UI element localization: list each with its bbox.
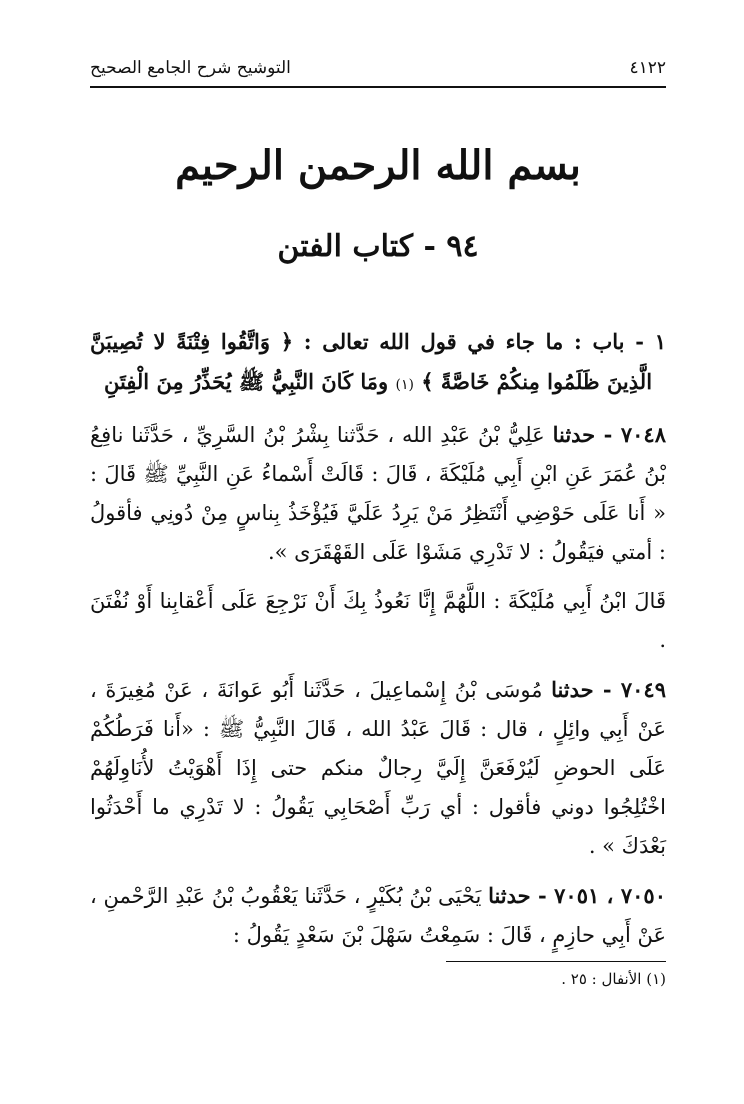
hadith-text: مُوسَى بْنُ إِسْماعِيلَ ، حَدَّثَنا أَبُو عَوانَةَ ، عَنْ مُغِيرَةَ ، عَنْ أَبِي وائِلٍ ، قال : قَالَ عَبْدُ الله ، قَالَ النَّبِيُّ ﷺ : «أَنا فَرَطُكُمْ عَلَى الحوضِ لَيُرْفَعَنَّ إِلَيَّ رِجالٌ منكم حتى إِذَا أَهْوَيْتُ لأُنَاوِلَهُمْ اخْتُلِجُوا دوني فأقول : أي رَبِّ أَصْحَابِي يَقُولُ : لا تَدْرِي ما أَحْدَثُوا بَعْدَكَ » . <box>90 678 666 858</box>
footnote-rule <box>446 961 666 962</box>
chapter-text-after: ومَا كَانَ النَّبِيُّ ﷺ يُحَذِّرُ مِنَ الْفِتَنِ <box>103 369 389 394</box>
hadith-lead: ٧٠٤٩ - حدثنا <box>551 677 666 702</box>
footnote-reference: (١) <box>395 377 414 393</box>
header-rule <box>90 86 666 88</box>
book-page <box>90 58 666 988</box>
hadith-7049 <box>90 670 666 866</box>
page-number: ٤١٢٢ <box>629 58 666 78</box>
running-title: التوشيح شرح الجامع الصحيح <box>90 58 291 78</box>
chapter-text-before: ١ - باب : ما جاء في قول الله تعالى : ﴿ وَاتَّقُوا فِتْنَةً لا تُصِيبَنَّ الَّذِينَ ظَلَمُوا مِنكُمْ خَاصَّةً ﴾ <box>90 329 666 394</box>
hadith-7050-7051 <box>90 876 666 955</box>
hadith-7048 <box>90 415 666 572</box>
footnote: (١) الأنفال : ٢٥ . <box>561 970 666 988</box>
hadith-text: يَحْيَى بْنُ بُكَيْرٍ ، حَدَّثَنا يَعْقُوبُ بْنُ عَبْدِ الرَّحْمنِ ، عَنْ أَبِي حازِمٍ ، قَالَ : سَمِعْتُ سَهْلَ بْنَ سَعْدٍ يَقُولُ : <box>90 884 666 947</box>
page-header <box>90 58 666 84</box>
hadith-lead: ٧٠٤٨ - حدثنا <box>552 422 666 447</box>
ibn-abi-mulayka-note <box>90 582 666 660</box>
chapter-heading <box>90 322 666 405</box>
hadith-lead: ٧٠٥٠ ، ٧٠٥١ - حدثنا <box>488 883 666 908</box>
hadith-text: قَالَ ابْنُ أَبِي مُلَيْكَةَ : اللَّهُمَّ إِنَّا نَعُوذُ بِكَ أَنْ نَرْجِعَ عَلَى أَعْقابِنا أَوْ نُفْتَنَ . <box>90 589 666 652</box>
hadith-text: عَلِيُّ بْنُ عَبْدِ الله ، حَدَّثنا بِشْرُ بْنُ السَّرِيِّ ، حَدَّثَنا نافِعُ بْنُ عُمَرَ عَنِ ابْنِ أَبِي مُلَيْكَةَ ، قَالَ : قَالَتْ أَسْماءُ عَنِ النَّبِيِّ ﷺ قَالَ : « أَنا عَلَى حَوْضِي أَنْتَظِرُ مَنْ يَرِدُ عَلَيَّ فَيُؤْخَذُ بِناسٍ مِنْ دُونِي فأقولُ : أمتي فيَقُولُ : لا تَدْرِي مَشَوْا عَلَى القَهْقَرَى ». <box>90 423 666 564</box>
basmala: بسم الله الرحمن الرحيم <box>175 142 581 189</box>
book-title: ٩٤ - كتاب الفتن <box>277 229 479 264</box>
